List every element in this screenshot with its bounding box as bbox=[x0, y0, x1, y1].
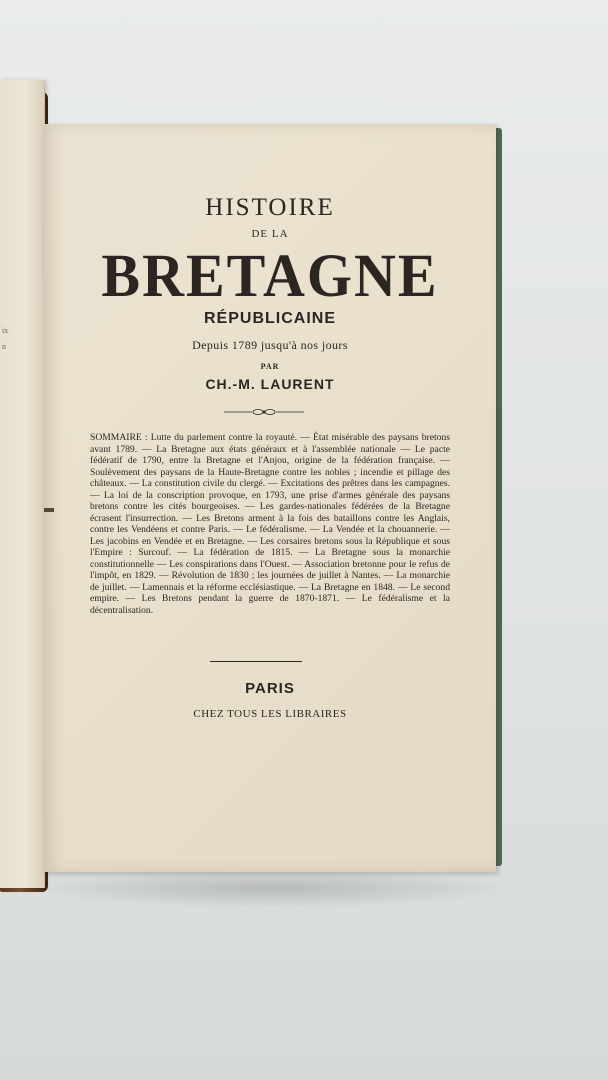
summary-paragraph: SOMMAIRE : Lutte du parlement contre la royauté. — État misérable des paysans bretons avant 1789. — La Bretagne aux états généraux et à l'assemblée nationale — Le pacte fédératif de 1790, entre la Bretagne et l'Anjou, origine de la fédération française. — Soulèvement des paysans de la Haute-Bretagne contre les nobles ; incendie et pillage des châteaux. — La constitution civile du clergé. — Excitations des prêtres dans les campagnes. — La loi de la conscription provoque, en 1793, une prise d'armes générale des paysans bretons contre les cités bourgeoises. — Les gardes-nationales fédérées de la Bretagne écrasent l'insurrection. — Les Bretons arment à la fois des bataillons contre les Anglais, contre les Vendéens et contre Paris. — Le fédéralisme. — La Vendée et la chouannerie. — Les jacobins en Vendée et en Bretagne. — Les corsaires bretons sous la République et sous l'Empire : Surcouf. — La fédération de 1815. — La Bretagne sous la monarchie constitutionnelle — Les conspirations dans l'Ouest. — Association bretonne pour le refus de l'impôt, en 1829. — Révolution de 1830 ; les journées de juillet à Nantes. — La monarchie de juillet. — Lamennais et la réforme ecclésiastique. — La Bretagne en 1848. — Le second empire. — Les Bretons pendant la guerre de 1870-1871. — Le fédéralisme et la décentralisation. bbox=[90, 432, 450, 616]
spine-mark bbox=[44, 508, 54, 512]
rule-divider bbox=[210, 661, 302, 662]
title-page bbox=[44, 124, 496, 872]
left-leaf-fragment: n bbox=[2, 342, 6, 351]
imprint-publisher: CHEZ TOUS LES LIBRAIRES bbox=[193, 708, 347, 720]
imprint-city: PARIS bbox=[245, 680, 295, 697]
left-leaf-fragment: ix bbox=[2, 326, 9, 335]
subtitle-republicaine: RÉPUBLICAINE bbox=[203, 310, 336, 327]
ornament-divider bbox=[224, 406, 304, 418]
book-shadow bbox=[30, 868, 510, 908]
title-histoire: HISTOIRE bbox=[205, 194, 335, 221]
by-label: PAR bbox=[260, 362, 280, 371]
title-bretagne: BRETAGNE bbox=[101, 241, 439, 310]
left-page-leaf bbox=[0, 80, 45, 888]
author-name: CH.-M. LAURENT bbox=[205, 376, 335, 392]
title-de-la: DE LA bbox=[251, 228, 289, 240]
subtitle-dates: Depuis 1789 jusqu'à nos jours bbox=[192, 338, 348, 352]
